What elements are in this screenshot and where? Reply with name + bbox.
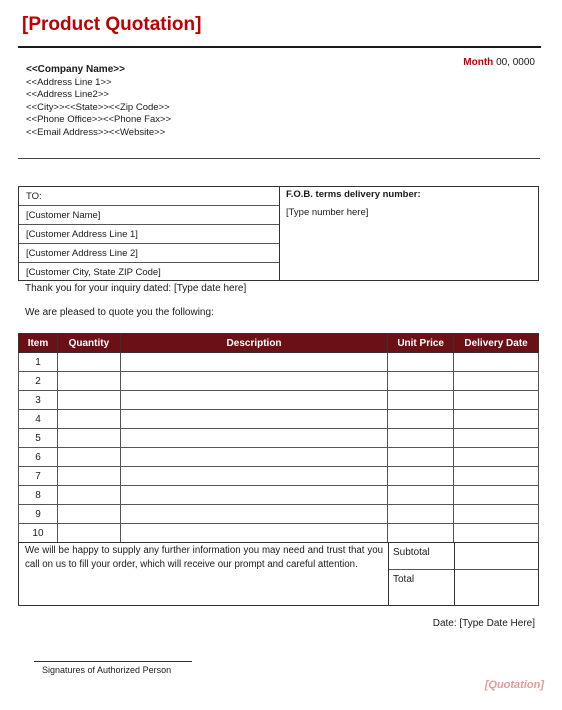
quantity-cell[interactable] (57, 410, 120, 429)
table-row (19, 467, 539, 486)
item-number-cell: 4 (19, 410, 58, 429)
page-title: [Product Quotation] (22, 14, 202, 35)
unit-price-cell[interactable] (388, 448, 454, 467)
description-cell[interactable] (120, 505, 387, 524)
delivery-date-cell[interactable] (454, 391, 539, 410)
delivery-date-cell[interactable] (454, 486, 539, 505)
item-number-cell: 6 (19, 448, 58, 467)
signature-line (34, 661, 192, 662)
unit-price-cell[interactable] (388, 524, 454, 543)
delivery-date-cell[interactable] (454, 353, 539, 372)
unit-price-cell[interactable] (388, 410, 454, 429)
quantity-cell[interactable] (57, 505, 120, 524)
item-number-cell: 8 (19, 486, 58, 505)
subtotal-label: Subtotal (389, 543, 454, 570)
company-block (26, 64, 171, 139)
table-row (19, 524, 539, 543)
total-value-cell[interactable] (455, 570, 538, 597)
signature-date-field[interactable]: Date: [Type Date Here] (432, 618, 535, 629)
customer-address-box (18, 186, 539, 281)
table-row (19, 505, 539, 524)
description-cell[interactable] (120, 524, 387, 543)
column-header-item: Item (19, 334, 58, 353)
table-header-row (19, 334, 539, 353)
quantity-cell[interactable] (57, 391, 120, 410)
table-row (19, 372, 539, 391)
customer-address-2[interactable]: [Customer Address Line 2] (19, 244, 279, 263)
item-number-cell: 10 (19, 524, 58, 543)
description-cell[interactable] (120, 429, 387, 448)
quote-date (463, 57, 535, 68)
description-cell[interactable] (120, 448, 387, 467)
column-header-quantity: Quantity (57, 334, 120, 353)
description-cell[interactable] (120, 410, 387, 429)
company-address-2: <<Address Line2>> (26, 89, 109, 100)
item-number-cell: 1 (19, 353, 58, 372)
fob-column (280, 187, 538, 280)
quantity-cell[interactable] (57, 353, 120, 372)
column-header-unit-price: Unit Price (388, 334, 454, 353)
unit-price-cell[interactable] (388, 467, 454, 486)
quantity-cell[interactable] (57, 448, 120, 467)
company-address-1: <<Address Line 1>> (26, 76, 112, 88)
title-divider (18, 46, 541, 48)
unit-price-cell[interactable] (388, 391, 454, 410)
quote-intro-text: We are pleased to quote you the following: (25, 307, 214, 318)
delivery-date-cell[interactable] (454, 505, 539, 524)
signature-label: Signatures of Authorized Person (42, 665, 172, 675)
section-divider (18, 158, 540, 159)
delivery-date-cell[interactable] (454, 372, 539, 391)
delivery-date-cell[interactable] (454, 467, 539, 486)
table-row (19, 486, 539, 505)
to-column (19, 187, 280, 280)
totals-labels (389, 543, 455, 605)
date-value: 00, 0000 (496, 57, 535, 68)
month-label: Month (463, 57, 494, 68)
description-cell[interactable] (120, 391, 387, 410)
fob-label: F.O.B. terms delivery number: (286, 189, 421, 200)
quantity-cell[interactable] (57, 486, 120, 505)
totals-box (18, 542, 539, 606)
table-row (19, 429, 539, 448)
company-email-web: <<Email Address>><<Website>> (26, 126, 166, 138)
description-cell[interactable] (120, 353, 387, 372)
customer-city-state-zip[interactable]: [Customer City, State ZIP Code] (26, 267, 161, 278)
closing-message: We will be happy to supply any further information you may need and trust that you call on us to fill your order, which will receive our prompt and careful attention. (19, 543, 389, 605)
unit-price-cell[interactable] (388, 429, 454, 448)
item-number-cell: 5 (19, 429, 58, 448)
totals-values (455, 543, 538, 605)
unit-price-cell[interactable] (388, 353, 454, 372)
to-label: TO: (19, 187, 279, 206)
delivery-date-cell[interactable] (454, 429, 539, 448)
company-phone: <<Phone Office>><<Phone Fax>> (26, 114, 172, 125)
column-header-delivery-date: Delivery Date (454, 334, 539, 353)
item-number-cell: 2 (19, 372, 58, 391)
unit-price-cell[interactable] (388, 505, 454, 524)
total-label: Total (393, 574, 415, 585)
fob-number-field[interactable]: [Type number here] (286, 207, 369, 218)
quantity-cell[interactable] (57, 429, 120, 448)
column-header-description: Description (120, 334, 387, 353)
inquiry-date-line[interactable]: Thank you for your inquiry dated: [Type date here] (25, 283, 247, 294)
customer-name[interactable]: [Customer Name] (19, 206, 279, 225)
subtotal-value-cell[interactable] (455, 543, 538, 570)
description-cell[interactable] (120, 372, 387, 391)
description-cell[interactable] (120, 486, 387, 505)
table-row (19, 410, 539, 429)
company-name: <<Company Name>> (26, 64, 125, 75)
table-row (19, 448, 539, 467)
customer-address-1[interactable]: [Customer Address Line 1] (19, 225, 279, 244)
item-number-cell: 7 (19, 467, 58, 486)
company-city-state-zip: <<City>><<State>><<Zip Code>> (26, 101, 170, 113)
table-row (19, 391, 539, 410)
unit-price-cell[interactable] (388, 372, 454, 391)
delivery-date-cell[interactable] (454, 524, 539, 543)
description-cell[interactable] (120, 467, 387, 486)
quotation-table (18, 333, 539, 543)
quantity-cell[interactable] (57, 372, 120, 391)
table-row (19, 353, 539, 372)
quotation-watermark: [Quotation] (484, 679, 544, 691)
quantity-cell[interactable] (57, 467, 120, 486)
item-number-cell: 3 (19, 391, 58, 410)
unit-price-cell[interactable] (388, 486, 454, 505)
item-number-cell: 9 (19, 505, 58, 524)
quantity-cell[interactable] (57, 524, 120, 543)
delivery-date-cell[interactable] (454, 410, 539, 429)
delivery-date-cell[interactable] (454, 448, 539, 467)
